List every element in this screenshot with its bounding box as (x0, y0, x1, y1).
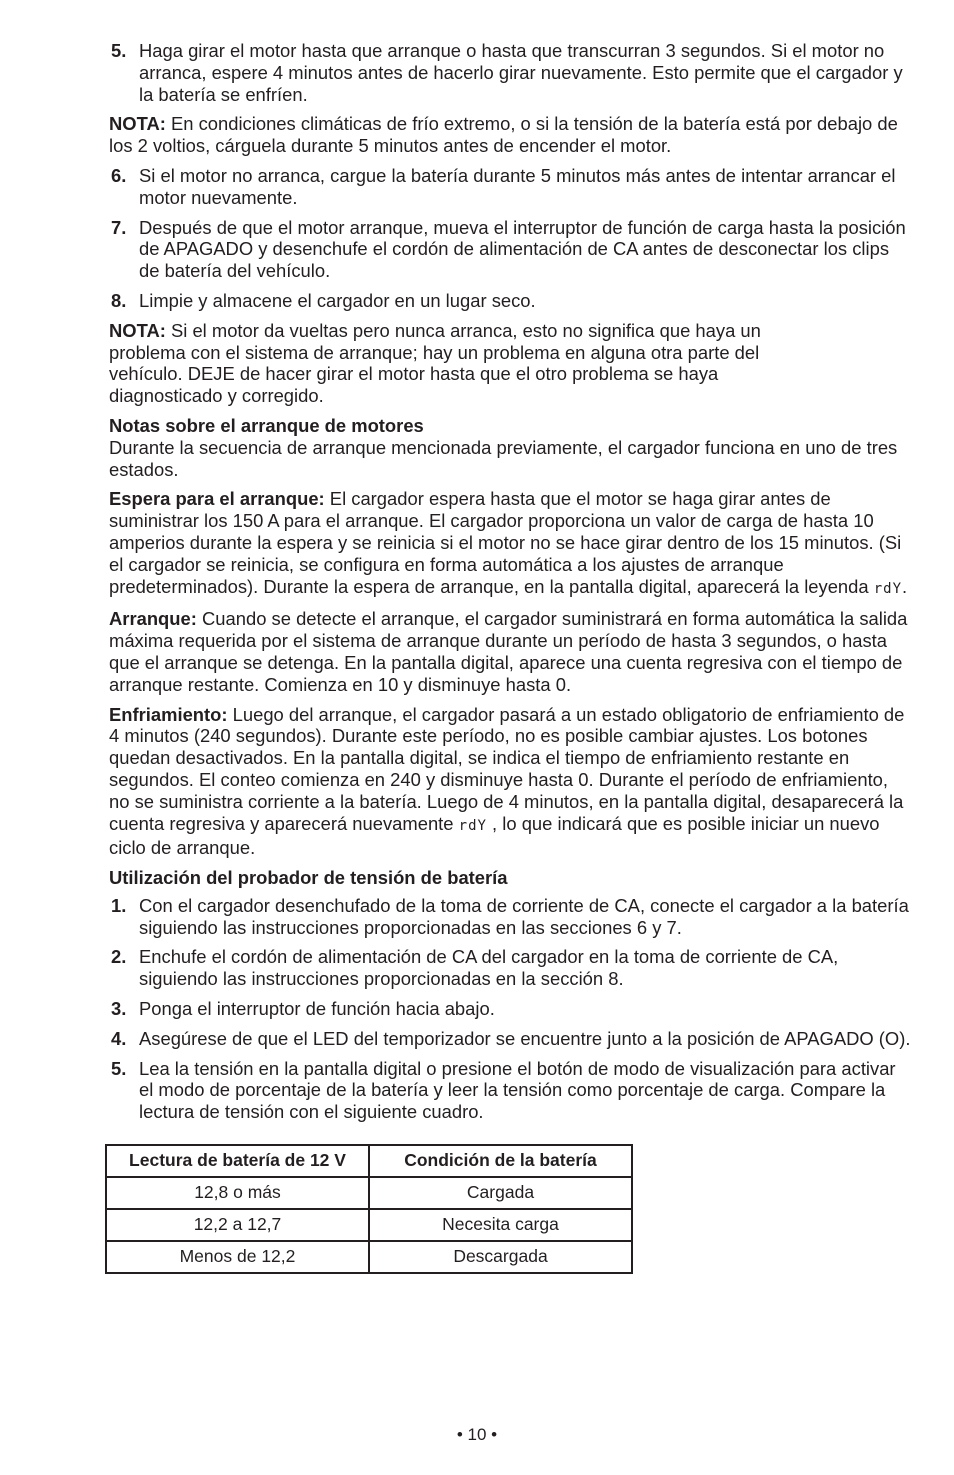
table-header-row (106, 1145, 632, 1177)
section-heading: Notas sobre el arranque de motores (109, 414, 424, 436)
table-cell: Descargada (369, 1241, 632, 1273)
tester-heading: Utilización del probador de tensión de batería (109, 867, 508, 889)
note-text: Si el motor da vueltas pero nunca arranca, esto no significa que haya un problema con el sistema de arranque; hay un problema en alguna otra parte del vehículo. DEJE de hacer girar el motor hasta que el otro problema se haya diagnosticado y corregido. (109, 319, 761, 407)
table-cell: Necesita carga (369, 1209, 632, 1241)
item-number: 7. (111, 216, 127, 238)
list-item (109, 165, 911, 209)
page-content (109, 40, 911, 1131)
item-number: 6. (111, 164, 127, 186)
section-heading (109, 867, 911, 889)
item-number: 5. (111, 1057, 127, 1079)
item-text: Limpie y almacene el cargador en un lugar seco. (139, 289, 536, 311)
list-item (109, 290, 911, 312)
item-number: 4. (111, 1027, 127, 1049)
paragraph-arranque (109, 608, 911, 695)
paragraph-text: Luego del arranque, el cargador pasará a un estado obligatorio de enfriamiento de 4 minutos (240 segundos). Durante este período, no es posible cambiar ajustes. Los botones quedan desactivados. En la pantalla digital, se indica el tiempo de enfriamiento restante en segundos. El conteo comienza en 240 y disminuye hasta 0. Durante el período de enfriamiento, no se suministra corriente a la batería. Luego de 4 minutos, en la pantalla digital, desaparecerá la cuenta regresiva y aparecerá nuevamente (109, 703, 905, 834)
paragraph-text: El cargador espera hasta que el motor se haga girar antes de suministrar los 150 A para el arranque. El cargador proporciona un valor de carga de hasta 10 amperios durante la espera y se reinicia si el motor no se hace girar dentro de los 15 minutos. (Si el cargador se reinicia, se configura en forma automática a los ajustes de arranque predeterminados). Durante la espera de arranque, en la pantalla digital, aparecerá la leyenda (109, 488, 902, 597)
table-cell: 12,2 a 12,7 (106, 1209, 369, 1241)
item-number: 5. (111, 40, 127, 61)
display-readout: rdY (458, 817, 487, 834)
table-row (106, 1241, 632, 1273)
note-paragraph (109, 320, 911, 407)
list-item (109, 1028, 911, 1050)
table-row (106, 1209, 632, 1241)
paragraph-label: Espera para el arranque: (109, 488, 325, 510)
list-item (109, 1058, 911, 1123)
note-paragraph (109, 113, 911, 157)
table-header: Condición de la batería (369, 1145, 632, 1177)
item-number: 8. (111, 289, 127, 311)
list-item (109, 895, 911, 939)
paragraph-text: Cuando se detecte el arranque, el cargador suministrará en forma automática la salida máxima requerida por el sistema de arranque durante un período de hasta 3 segundos, o hasta que el arranque se detenga. En la pantalla digital, aparece una cuenta regresiva con el tiempo de arranque restante. Comienza en 10 y disminuye hasta 0. (109, 608, 908, 695)
item-number: 3. (111, 998, 127, 1020)
table-row (106, 1177, 632, 1209)
item-text: Enchufe el cordón de alimentación de CA del cargador en la toma de corriente de CA, siguiendo las instrucciones proporcionadas en la sección 8. (139, 946, 839, 990)
list-item (109, 217, 911, 282)
table-header: Lectura de batería de 12 V (106, 1145, 369, 1177)
paragraph-label: Arranque: (109, 608, 197, 630)
note-text: En condiciones climáticas de frío extremo, o si la tensión de la batería está por debajo de los 2 voltios, cárguela durante 5 minutos antes de encender el motor. (109, 113, 898, 157)
note-label: NOTA: (109, 319, 166, 341)
item-text: Haga girar el motor hasta que arranque o hasta que transcurran 3 segundos. Si el motor no arranca, espere 4 minutos antes de hacerlo girar nuevamente. Esto permite que el cargador y la batería se enfríen. (139, 40, 903, 105)
item-number: 2. (111, 946, 127, 968)
list-item (109, 40, 911, 105)
table-cell: Menos de 12,2 (106, 1241, 369, 1273)
paragraph-enfriamiento (109, 704, 911, 860)
list-item (109, 946, 911, 990)
section-notes (109, 415, 911, 480)
paragraph-label: Enfriamiento: (109, 703, 228, 725)
paragraph-end: . (902, 575, 908, 597)
list-item (109, 998, 911, 1020)
item-text: Asegúrese de que el LED del temporizador se encuentre junto a la posición de APAGADO (O). (139, 1027, 911, 1049)
item-text: Ponga el interruptor de función hacia abajo. (139, 998, 495, 1020)
item-text: Con el cargador desenchufado de la toma de corriente de CA, conecte el cargador a la batería siguiendo las instrucciones proporcionadas en las secciones 6 y 7. (139, 894, 909, 938)
table-cell: Cargada (369, 1177, 632, 1209)
item-number: 1. (111, 894, 127, 916)
item-text: Después de que el motor arranque, mueva el interruptor de función de carga hasta la posición de APAGADO y desenchufe el cordón de alimentación de CA antes de desconectar los clips de batería del vehículo. (139, 216, 906, 282)
display-readout: rdY (873, 580, 903, 597)
paragraph-end: , lo que indicará que es posible iniciar un nuevo ciclo de arranque. (109, 812, 880, 859)
item-text: Lea la tensión en la pantalla digital o presione el botón de modo de visualización para activar el modo de porcentaje de la batería y leer la tensión como porcentaje de carga. Compare la lectura de tensión con el siguiente cuadro. (139, 1057, 896, 1123)
paragraph-espera (109, 488, 911, 600)
note-label: NOTA: (109, 113, 166, 135)
battery-table (105, 1144, 633, 1274)
table-cell: 12,8 o más (106, 1177, 369, 1209)
section-intro: Durante la secuencia de arranque mencionada previamente, el cargador funciona en uno de tres estados. (109, 436, 898, 480)
item-text: Si el motor no arranca, cargue la batería durante 5 minutos más antes de intentar arrancar el motor nuevamente. (139, 164, 896, 208)
page-number: • 10 • (456, 1425, 498, 1444)
